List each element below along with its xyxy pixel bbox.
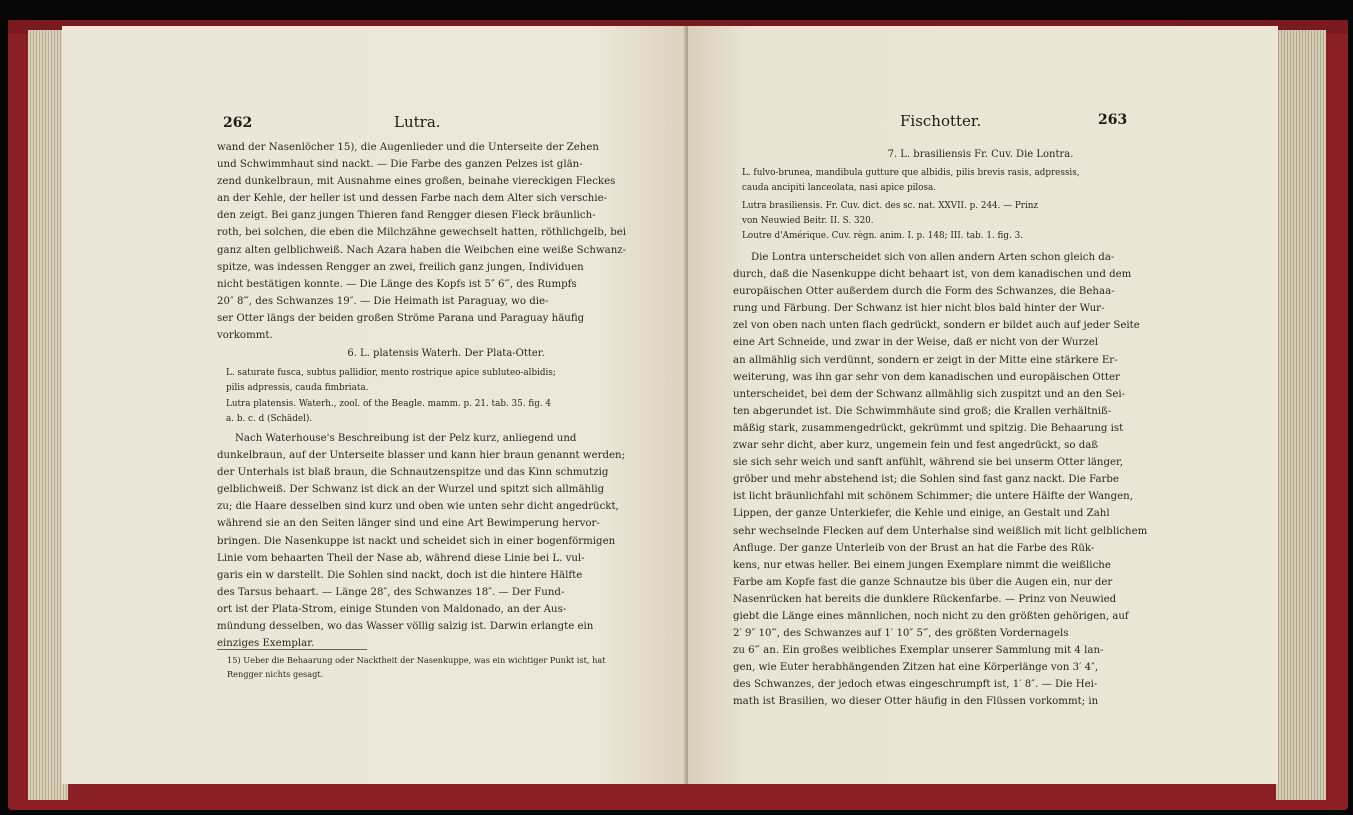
text-line: Farbe am Kopfe fast die ganze Schnautze bis über die Augen ein, nur der xyxy=(733,576,1113,588)
text-line: während sie an den Seiten länger sind und eine Art Bewimperung hervor- xyxy=(217,518,600,530)
page-number: 263 xyxy=(1098,112,1128,128)
text-line: zend dunkelbraun, mit Ausnahme eines großen, beinahe viereckigen Fleckes xyxy=(217,176,616,188)
text-line: einziges Exemplar. xyxy=(217,638,315,650)
text-line: sie sich sehr weich und sanft anfühlt, während sie bei unserm Otter länger, xyxy=(733,457,1124,469)
text-line: Lippen, der ganze Unterkiefer, die Kehle und einige, an Gestalt und Zahl xyxy=(733,508,1110,520)
text-line: ganz alten gelblichweiß. Nach Azara haben die Weibchen eine weiße Schwanz- xyxy=(217,244,627,256)
text-line: an allmählig sich verdünnt, sondern er zeigt in der Mitte eine stärkere Er- xyxy=(733,354,1118,366)
text-line: vorkommt. xyxy=(217,330,273,342)
text-line: kens, nur etwas heller. Bei einem jungen Exemplare nimmt die weißliche xyxy=(733,559,1111,571)
text-line: von Neuwied Beitr. II. S. 320. xyxy=(742,216,874,226)
text-line: Nach Waterhouse's Beschreibung ist der Pelz kurz, anliegend und xyxy=(235,433,577,444)
text-line: wand der Nasenlöcher 15), die Augenlieder und die Unterseite der Zehen xyxy=(217,142,599,153)
text-line: weiterung, was ihn gar sehr von dem kanadischen und europäischen Otter xyxy=(733,371,1120,383)
text-line: zu 6‴ an. Ein großes weibliches Exemplar unserer Sammlung mit 4 lan- xyxy=(733,645,1104,657)
text-line: unterscheidet, bei dem der Schwanz allmählig sich zuspitzt und an den Sei- xyxy=(733,388,1126,400)
text-line: gen, wie Euter herabhängenden Zitzen hat eine Körperlänge von 3′ 4″, xyxy=(733,662,1099,674)
text-line: gröber und mehr abstehend ist; die Sohlen sind fast ganz nackt. Die Farbe xyxy=(733,474,1119,486)
text-line: Linie vom behaarten Theil der Nase ab, während diese Linie bei L. vul- xyxy=(217,552,585,564)
footnote xyxy=(227,653,675,681)
text-line: ort ist der Plata-Strom, einige Stunden von Maldonado, an der Aus- xyxy=(217,603,567,615)
diagnosis xyxy=(742,166,1228,196)
text-line: Anfluge. Der ganze Unterleib von der Brust an hat die Farbe des Rük- xyxy=(733,542,1095,554)
text-line: spitze, was indessen Rengger an zwei, freilich ganz jungen, Individuen xyxy=(217,261,584,273)
text-line: der Unterhals ist blaß braun, die Schnautzenspitze und das Kinn schmutzig xyxy=(217,467,609,479)
text-line: ten abgerundet ist. Die Schwimmhäute sind groß; die Krallen verhältniß- xyxy=(733,405,1112,417)
synonymy xyxy=(226,397,675,427)
text-line: giebt die Länge eines männlichen, noch nicht zu den größten gehörigen, auf xyxy=(733,610,1129,622)
paragraph xyxy=(217,139,675,344)
text-line: roth, bei solchen, die eben die Milchzähne gewechselt hatten, röthlichgelb, bei xyxy=(217,227,627,239)
text-line: mündung desselben, wo das Wasser völlig salzig ist. Darwin erlangte ein xyxy=(217,621,594,633)
text-line: Die Lontra unterscheidet sich von allen andern Arten schon gleich da- xyxy=(751,252,1115,263)
text-line: math ist Brasilien, wo dieser Otter häufig in den Flüssen vorkommt; in xyxy=(733,696,1099,708)
synonymy xyxy=(742,199,1228,244)
text-line: rung und Färbung. Der Schwanz ist hier nicht blos bald hinter der Wur- xyxy=(733,303,1105,315)
text-line: nicht bestätigen konnte. — Die Länge des Kopfs ist 5″ 6‴, des Rumpfs xyxy=(217,278,577,290)
text-line: L. saturate fusca, subtus pallidior, mento rostrique apice subluteo-albidis; xyxy=(226,368,556,378)
text-line: bringen. Die Nasenkuppe ist nackt und scheidet sich in einer bogenförmigen xyxy=(217,535,616,547)
text-line: 2′ 9″ 10‴, des Schwanzes auf 1′ 10″ 5‴, des größten Vordernagels xyxy=(733,628,1069,640)
text-line: den zeigt. Bei ganz jungen Thieren fand Rengger diesen Fleck bräunlich- xyxy=(217,210,596,222)
text-line: gelblichweiß. Der Schwanz ist dick an der Wurzel und spitzt sich allmählig xyxy=(217,484,605,496)
text-line: und Schwimmhaut sind nackt. — Die Farbe des ganzen Pelzes ist glän- xyxy=(217,159,583,171)
diagnosis xyxy=(226,366,675,396)
text-line: ser Otter längs der beiden großen Ströme Parana und Paraguay häufig xyxy=(217,312,585,324)
running-head: Lutra. xyxy=(394,113,441,131)
text-line: cauda ancipiti lanceolata, nasi apice pilosa. xyxy=(742,183,937,193)
text-line: zwar sehr dicht, aber kurz, ungemein fein und fest angedrückt, so daß xyxy=(733,440,1099,452)
text-line: ist licht bräunlichfahl mit schönem Schimmer; die untere Hälfte der Wangen, xyxy=(733,491,1133,503)
text-line: eine Art Schneide, und zwar in der Weise, daß er nicht von der Wurzel xyxy=(733,337,1099,349)
text-line: durch, daß die Nasenkuppe dicht behaart ist, von dem kanadischen und dem xyxy=(733,269,1132,281)
paragraph xyxy=(217,430,675,652)
text-line: Nasenrücken hat bereits die dunklere Rückenfarbe. — Prinz von Neuwied xyxy=(733,593,1117,605)
running-head: Fischotter. xyxy=(900,112,982,130)
page-number: 262 xyxy=(223,115,253,131)
text-line: des Tarsus behaart. — Länge 28″, des Schwanzes 18″. — Der Fund- xyxy=(217,586,565,598)
text-line: Lutra brasiliensis. Fr. Cuv. dict. des sc. nat. XXVII. p. 244. — Prinz xyxy=(742,201,1039,211)
paragraph xyxy=(733,249,1228,711)
right-page xyxy=(688,26,1278,784)
text-line: garis ein w darstellt. Die Sohlen sind nackt, doch ist die hintere Hälfte xyxy=(217,569,583,581)
text-line: europäischen Otter außerdem durch die Form des Schwanzes, die Behaa- xyxy=(733,286,1115,298)
text-line: 20″ 8‴, des Schwanzes 19″. — Die Heimath ist Paraguay, wo die- xyxy=(217,295,549,307)
text-line: sehr wechselnde Flecken auf dem Unterhalse sind weißlich mit licht gelblichem xyxy=(733,525,1148,537)
left-page xyxy=(62,26,688,784)
text-line: des Schwanzes, der jedoch etwas eingeschrumpft ist, 1′ 8″. — Die Hei- xyxy=(733,679,1098,691)
text-line: 15) Ueber die Behaarung oder Nacktheit der Nasenkuppe, was ein wichtiger Punkt ist, hat xyxy=(227,655,606,665)
section-heading: 7. L. brasiliensis Fr. Cuv. Die Lontra. xyxy=(887,149,1074,160)
page-edges-right xyxy=(1276,30,1326,800)
text-line: zel von oben nach unten flach gedrückt, sondern er bildet auch auf jeder Seite xyxy=(733,320,1140,332)
text-line: an der Kehle, der heller ist und dessen Farbe nach dem Alter sich verschie- xyxy=(217,193,608,205)
footnote-rule xyxy=(217,649,367,650)
text-line: dunkelbraun, auf der Unterseite blasser und kann hier braun genannt werden; xyxy=(217,450,626,462)
text-line: zu; die Haare desselben sind kurz und oben wie unten sehr dicht angedrückt, xyxy=(217,501,619,513)
text-line: Rengger nichts gesagt. xyxy=(227,669,324,679)
text-line: a. b. c. d (Schädel). xyxy=(226,414,313,424)
text-line: mäßig stark, zusammengedrückt, gekrümmt und spitzig. Die Behaarung ist xyxy=(733,422,1124,434)
text-line: L. fulvo-brunea, mandibula gutture que albidis, pilis brevis rasis, adpressis, xyxy=(742,168,1080,178)
text-line: Loutre d'Amérique. Cuv. règn. anim. I. p. 148; III. tab. 1. fig. 3. xyxy=(742,231,1024,241)
text-line: pilis adpressis, cauda fimbriata. xyxy=(226,383,369,393)
text-line: Lutra platensis. Waterh., zool. of the Beagle. mamm. p. 21. tab. 35. fig. 4 xyxy=(226,399,552,409)
section-heading: 6. L. platensis Waterh. Der Plata-Otter. xyxy=(347,348,545,359)
